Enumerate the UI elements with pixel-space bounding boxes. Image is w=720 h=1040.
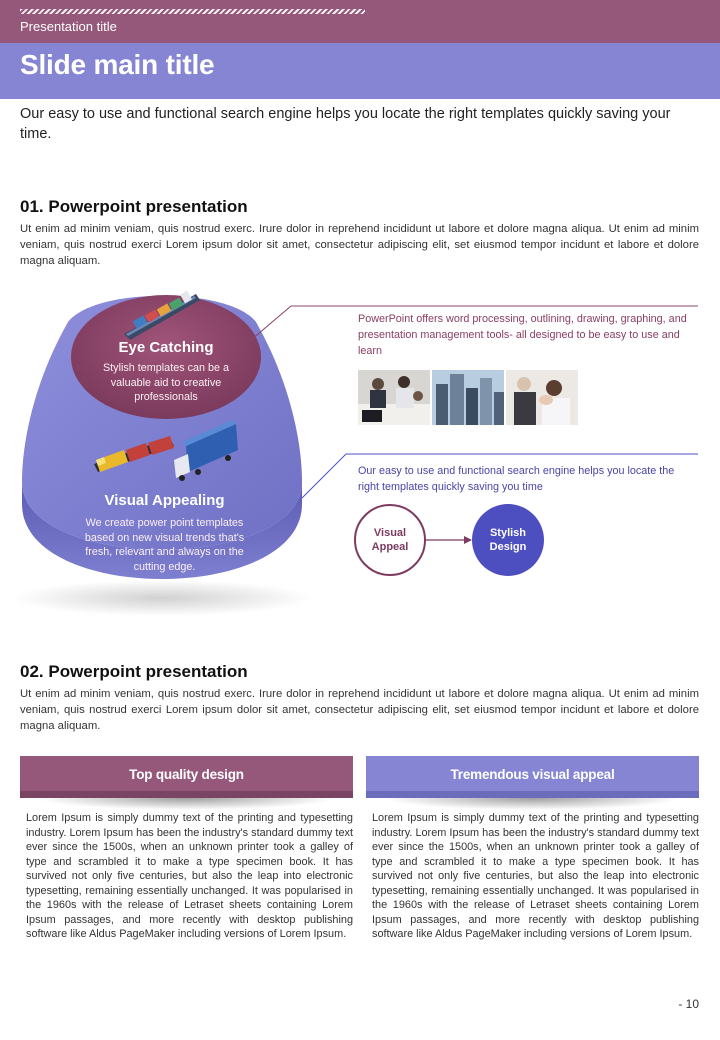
annotation-bottom: Our easy to use and functional search engine helps you locate the right templates quickly saving you time [358,465,675,493]
platform-shadow [12,580,312,616]
section2-title: 02. Powerpoint presentation [20,662,248,681]
visual-appealing-body: We create power point templates based on new visual trends that's fresh, relevant and always on the cutting edge. [84,517,245,573]
business-meeting-photo [358,370,430,425]
column-heading-underline [20,791,353,798]
page-number: - 10 [678,997,699,1011]
section1-title: 01. Powerpoint presentation [20,197,248,216]
photo-strip [358,370,578,425]
skyscrapers-photo [432,370,504,425]
section2-body: Ut enim ad minim veniam, quis nostrud exerc. Irure dolor in reprehend incididunt ut labore et dolore magna aliqua. Ut enim ad minim veniam, quis nostrud exerci Lorem ipsum dolor sit amet, consectetur adipiscing elit, set eiusmod tempor incidunt et labore et dolore magna aliquam. [20,688,699,732]
header-bar [0,0,720,43]
column-text-right: Lorem Ipsum is simply dummy text of the printing and typesetting industry. Lorem Ipsum has been the industry's standard dummy text ever since the 1500s, when an unknown printer took a galley of type and scrambled it to make a type specimen book. It has survived not only five centuries, but also the leap into electronic typesetting, remaining essentially unchanged. It was popularised in the 1960s with the release of Letraset sheets containing Lorem Ipsum passages, and more recently with desktop publishing software like Aldus PageMaker including versions of Lorem Ipsum. [372,812,699,940]
title-band [0,43,720,99]
stylish-design-circle: Stylish Design [472,504,544,576]
column-heading-label: Tremendous visual appeal [450,766,615,782]
column-heading-underline [366,791,699,798]
visual-appealing-title: Visual Appealing [104,492,225,509]
visual-appeal-circle: Visual Appeal [354,504,426,576]
applause-photo [506,370,578,425]
presentation-title: Presentation title [20,19,117,34]
annotation-top: PowerPoint offers word processing, outlining, drawing, graphing, and presentation management tools- all designed to be easy to use and learn [358,313,687,357]
flow-arrow-head [464,536,472,544]
column-heading-top-quality [20,756,353,798]
slide-title: Slide main title [20,49,215,80]
eye-catching-body: Stylish templates can be a valuable aid to creative professionals [102,362,230,403]
infographic-diagram [0,282,720,622]
intro-text: Our easy to use and functional search engine helps you locate the right templates quickly saving your time. [20,106,671,142]
section1-body: Ut enim ad minim veniam, quis nostrud exerc. Irure dolor in reprehend incididunt ut labore et dolore magna aliqua. Ut enim ad minim veniam, quis nostrud exerci Lorem ipsum dolor sit amet, consectetur adipiscing elit, set eiusmod tempor incidunt et labore et dolore magna aliquam. [20,223,699,267]
header-stripes [20,9,365,14]
column-shadow [382,798,682,810]
column-heading-visual-appeal [366,756,699,798]
column-shadow [36,798,336,810]
column-text-left: Lorem Ipsum is simply dummy text of the printing and typesetting industry. Lorem Ipsum has been the industry's standard dummy text ever since the 1500s, when an unknown printer took a galley of type and scrambled it to make a type specimen book. It has survived not only five centuries, but also the leap into electronic typesetting, remaining essentially unchanged. It was popularised in the 1960s with the release of Letraset sheets containing Lorem Ipsum passages, and more recently with desktop publishing software like Aldus PageMaker including versions of Lorem Ipsum. [26,812,353,940]
column-heading-label: Top quality design [129,766,244,782]
eye-catching-title: Eye Catching [118,339,214,356]
